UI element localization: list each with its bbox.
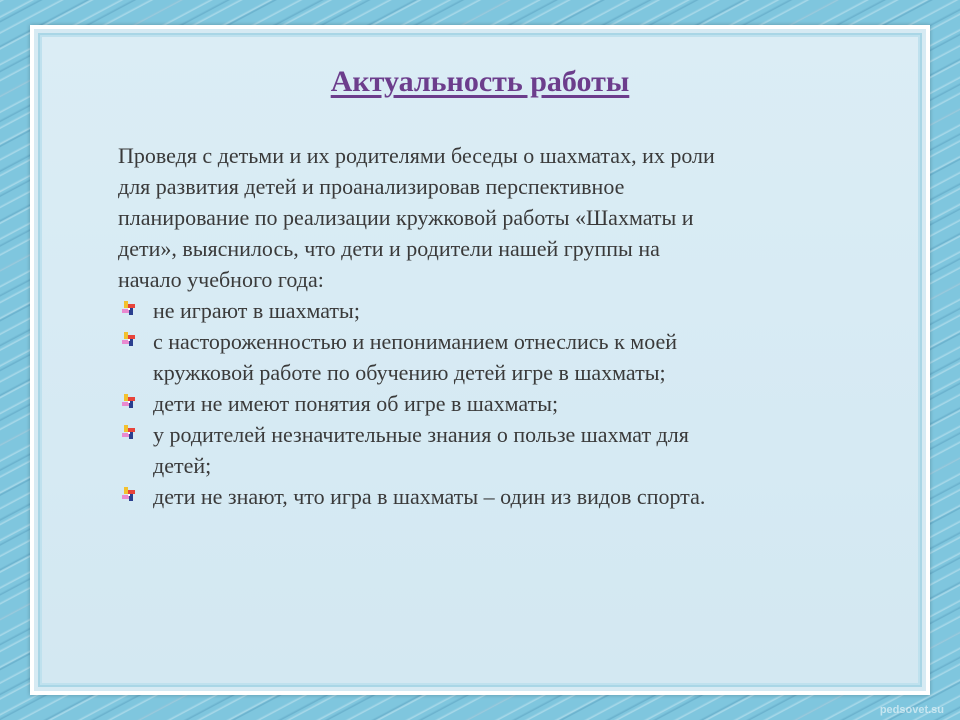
bullet-item xyxy=(118,388,858,419)
intro-line: Проведя с детьми и их родителями беседы о шахматах, их роли xyxy=(118,143,715,168)
bullet-list xyxy=(118,295,858,512)
intro-line: дети», выяснилось, что дети и родители нашей группы на xyxy=(118,236,660,261)
bullet-text: кружковой работе по обучению детей игре в шахматы; xyxy=(153,360,666,385)
watermark: pedsovet.su xyxy=(879,704,944,716)
slide-content xyxy=(118,140,858,512)
bullet-text: с настороженностью и непониманием отнеслись к моей xyxy=(153,329,678,354)
pinwheel-bullet-icon xyxy=(121,425,137,441)
bullet-item xyxy=(118,295,858,326)
slide-panel xyxy=(30,25,930,695)
bullet-text: не играют в шахматы; xyxy=(153,298,360,323)
pinwheel-bullet-icon xyxy=(121,301,137,317)
pinwheel-bullet-icon xyxy=(121,394,137,410)
bullet-text: дети не знают, что игра в шахматы – один из видов спорта. xyxy=(153,484,706,509)
bullet-text: у родителей незначительные знания о пользе шахмат для xyxy=(153,422,689,447)
bullet-item xyxy=(118,419,858,481)
bullet-text: дети не имеют понятия об игре в шахматы; xyxy=(153,391,559,416)
bullet-item xyxy=(118,481,858,512)
pinwheel-bullet-icon xyxy=(121,487,137,503)
slide-inner-frame xyxy=(40,35,920,685)
intro-paragraph xyxy=(118,140,858,295)
pinwheel-bullet-icon xyxy=(121,332,137,348)
slide-title: Актуальность работы xyxy=(330,65,630,98)
intro-line: начало учебного года: xyxy=(118,267,324,292)
intro-line: для развития детей и проанализировав перспективное xyxy=(118,174,625,199)
intro-line: планирование по реализации кружковой работы «Шахматы и xyxy=(118,205,694,230)
bullet-text: детей; xyxy=(153,453,212,478)
bullet-item xyxy=(118,326,858,388)
